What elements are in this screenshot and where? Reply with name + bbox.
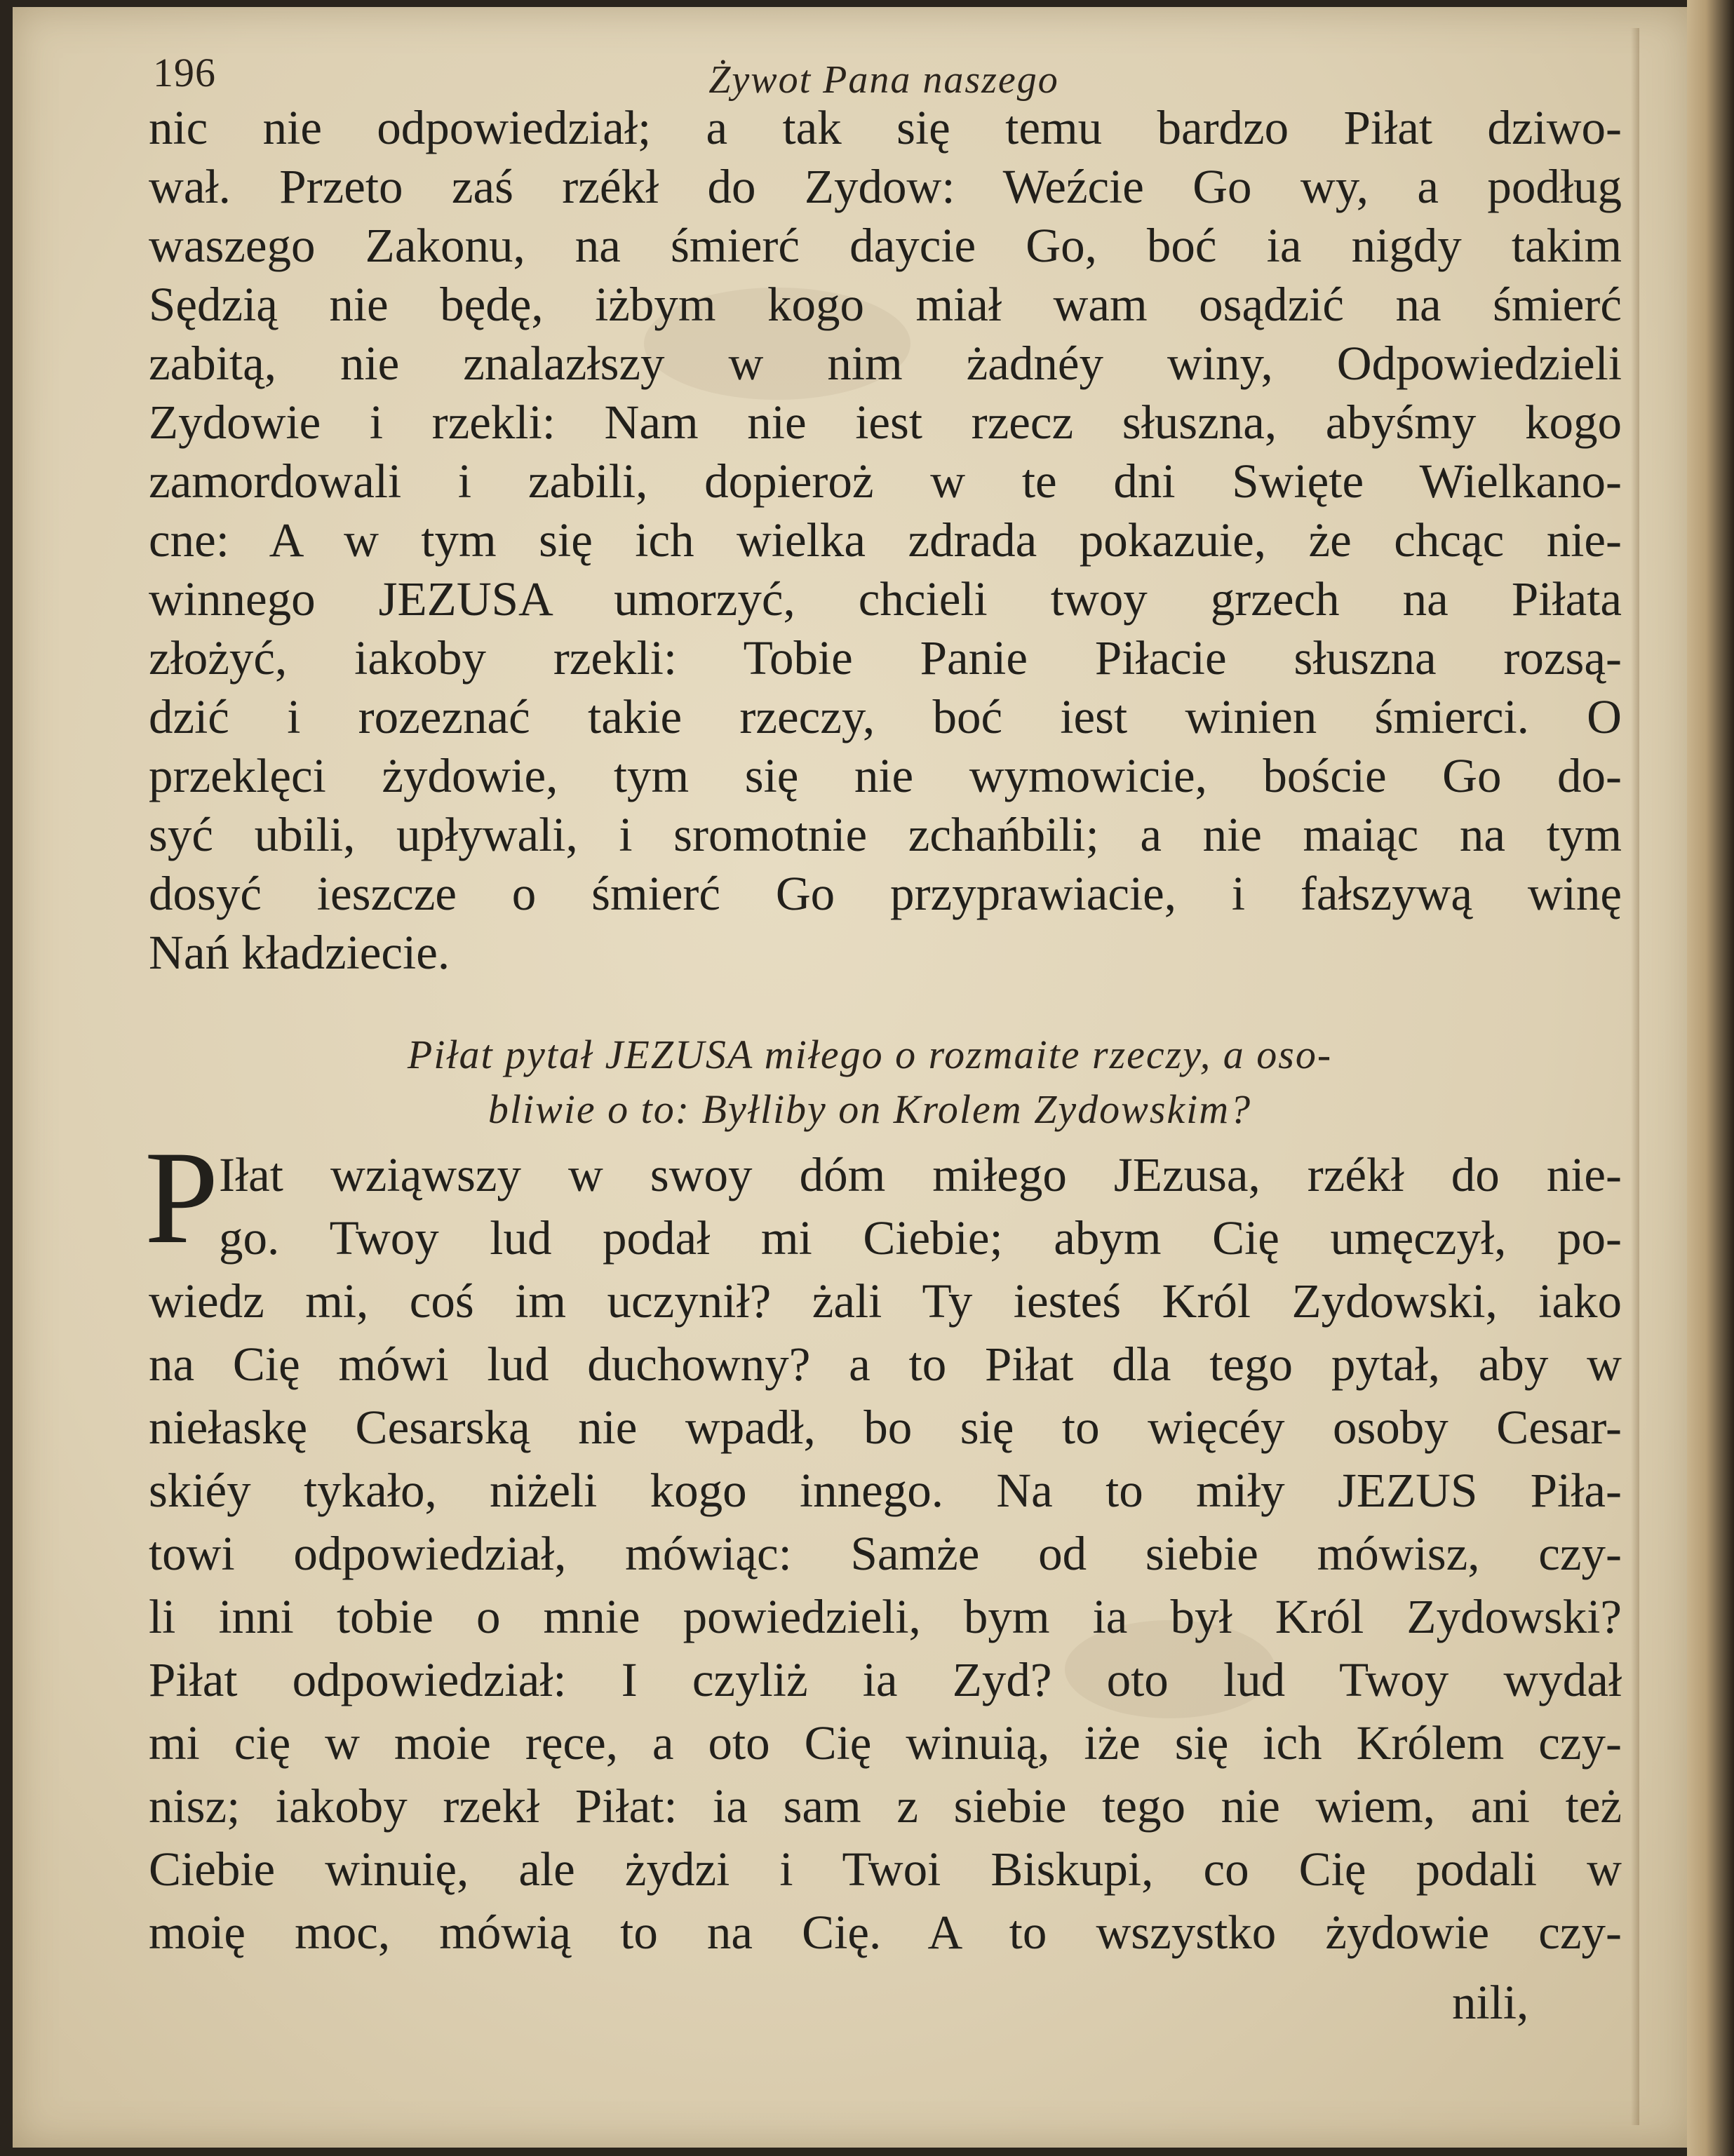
text-line: niełaskę Cesarską nie wpadł, bo się to więcéy osoby Cesar- [149, 1401, 1622, 1454]
book-spine [1687, 0, 1734, 2156]
text-line: Ciebie winuię, ale żydzi i Twoi Biskupi, co Cię podali w [149, 1842, 1622, 1896]
text-line: zamordowali i zabili, dopieroż w te dni Swięte Wielkano- [149, 454, 1622, 508]
paragraph-2 [149, 1143, 1622, 1964]
text-line: Nań kładziecie. [149, 926, 450, 979]
text-line: przeklęci żydowie, tym się nie wymowicie, boście Go do- [149, 749, 1622, 802]
text-line: wał. Przeto zaś rzékł do Zydow: Weźcie Go wy, a podług [149, 160, 1622, 213]
text-line: złożyć, iakoby rzekli: Tobie Panie Piłacie słuszna rozsą- [149, 631, 1622, 685]
running-head: Żywot Pana naszego [708, 58, 1059, 102]
catchword: nili, [1452, 1976, 1529, 2029]
text-line: cne: A w tym się ich wielka zdrada pokazuie, że chcąc nie- [149, 513, 1622, 567]
text-line: wiedz mi, coś im uczynił? żali Ty iesteś Król Zydowski, iako [149, 1274, 1622, 1328]
paragraph-1 [149, 98, 1622, 982]
text-line: winnego JEZUSA umorzyć, chcieli twoy grzech na Piłata [149, 572, 1622, 626]
heading-line: Piłat pytał JEZUSA miłego o rozmaite rzeczy, a oso- [407, 1032, 1333, 1077]
text-line: Piłat odpowiedział: I czyliż ia Zyd? oto lud Twoy wydał [149, 1653, 1622, 1706]
text-line: dzić i rozeznać takie rzeczy, boć iest winien śmierci. O [149, 690, 1622, 743]
text-line: skiéy tykało, niżeli kogo innego. Na to miły JEZUS Piła- [149, 1464, 1622, 1517]
text-line: syć ubili, upływali, i sromotnie zchańbili; a nie maiąc na tym [149, 808, 1622, 861]
text-line: mi cię w moie ręce, a oto Cię winuią, iże się ich Królem czy- [149, 1716, 1622, 1770]
text-line: towi odpowiedział, mówiąc: Samże od siebie mówisz, czy- [149, 1527, 1622, 1580]
heading-line: bliwie o to: Byłliby on Krolem Zydowskim? [488, 1086, 1252, 1132]
text-line: zabitą, nie znalazłszy w nim żadnéy winy, Odpowiedzieli [149, 337, 1622, 390]
text-line: na Cię mówi lud duchowny? a to Piłat dla tego pytał, aby w [149, 1338, 1622, 1391]
text-line: Iłat wziąwszy w swoy dóm miłego JEzusa, rzékł do nie- [219, 1148, 1622, 1201]
text-line: moię moc, mówią to na Cię. A to wszystko żydowie czy- [149, 1906, 1622, 1959]
text-line: go. Twoy lud podał mi Ciebie; abym Cię umęczył, po- [219, 1211, 1622, 1265]
page-gutter-shadow [1631, 28, 1639, 2125]
text-line: Sędzią nie będę, iżbym kogo miał wam osądzić na śmierć [149, 278, 1622, 331]
section-heading [323, 1028, 1417, 1137]
page-number: 196 [153, 50, 216, 95]
text-line: Zydowie i rzekli: Nam nie iest rzecz słuszna, abyśmy kogo [149, 396, 1622, 449]
text-line: waszego Zakonu, na śmierć daycie Go, boć ia nigdy takim [149, 219, 1622, 272]
text-line: li inni tobie o mnie powiedzieli, bym ia był Król Zydowski? [149, 1590, 1622, 1643]
text-line: nic nie odpowiedział; a tak się temu bardzo Piłat dziwo- [149, 101, 1622, 154]
drop-cap: P [144, 1124, 219, 1272]
text-line: nisz; iakoby rzekł Piłat: ia sam z siebie tego nie wiem, ani też [149, 1779, 1622, 1833]
text-line: dosyć ieszcze o śmierć Go przyprawiacie, i fałszywą winę [149, 867, 1622, 920]
